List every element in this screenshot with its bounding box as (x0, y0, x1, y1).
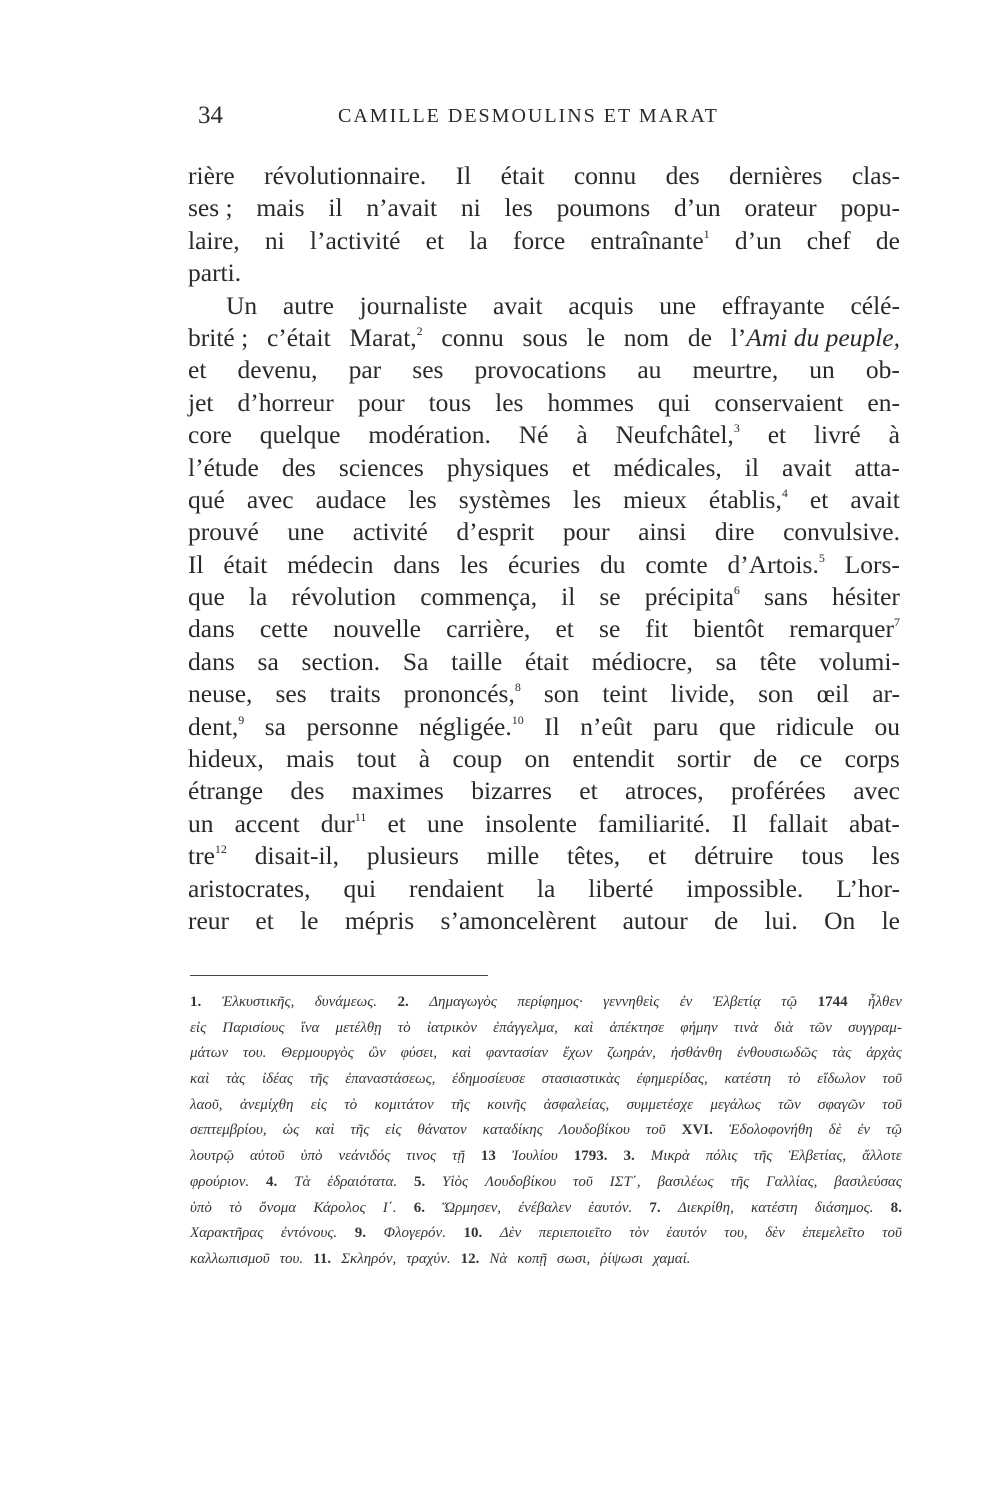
text-line: hideux, mais tout à coup on entendit sortir de ce corps (188, 744, 900, 774)
footnote-ref: 1 (703, 226, 710, 241)
text-line: dans sa section. Sa taille était médiocre, sa tête volumi- (188, 646, 900, 676)
text-line: que la révolution commença, il se précipita$^6$ sans hésiter (188, 582, 900, 612)
footnote-ref: 3 (733, 421, 740, 436)
footnote-ref: 9 (238, 712, 245, 727)
text-line: l’étude des sciences physiques et médicales, il avait atta- (188, 452, 900, 482)
text-line: brité ; c’était Marat,$^2$ connu sous le nom de l’Ami du peuple, (188, 322, 900, 352)
text-line: neuse, ses traits prononcés,$^8$ son teint livide, son œil ar- (188, 679, 900, 709)
footnote-ref: 6 (733, 583, 740, 598)
footnote-line: φρούριον. 4. Τὰ ἑδραιότατα. 5. Υἱὸς Λουδοβίκου τοῦ ΙΣΤ΄, βασιλέως τῆς Γαλλίας, βασιλεύσας (190, 1173, 902, 1190)
footnote-line: λαοῦ, ἀνεμίχθη εἰς τὸ κομιτάτον τῆς κοινῆς ἀσφαλείας, συμμετέσχε μεγάλως τῶν σφαγῶν τοῦ (190, 1096, 902, 1113)
footnote-line: σεπτεμβρίου, ὡς καὶ τῆς εἰς θάνατον καταδίκης Λουδοβίκου τοῦ XVI. Ἐδολοφονήθη δὲ ἐν τῷ (190, 1122, 902, 1139)
footnote-line: Χαρακτῆρας ἐντόνους. 9. Φλογερόν. 10. Δὲν περιεποιεῖτο τὸν ἑαυτόν του, δὲν ἐπεμελεῖτο τοῦ (190, 1225, 902, 1242)
text-line: prouvé une activité d’esprit pour ainsi dire convulsive. (188, 517, 900, 547)
footnote-ref: 5 (818, 550, 825, 565)
text-line: dans cette nouvelle carrière, et se fit bientôt remarquer$^7$ (188, 614, 900, 644)
text-line: laire, ni l’activité et la force entraînante$^1$ d’un chef de (188, 225, 900, 255)
text-line: reur et le mépris s’amoncelèrent autour de lui. On le (188, 905, 900, 935)
text-line: qué avec audace les systèmes les mieux établis,$^4$ et avait (188, 484, 900, 514)
footnote-line: λουτρῷ αὐτοῦ ὑπὸ νεάνιδός τινος τῇ 13 Ἰουλίου 1793. 3. Μικρὰ πόλις τῆς Ἑλβετίας, ἄλλοτε (190, 1148, 902, 1165)
footnote-divider (190, 975, 488, 976)
newspaper-title: Ami du peuple, (746, 322, 900, 352)
footnote-ref: 7 (893, 615, 900, 630)
text-line: Un autre journaliste avait acquis une effrayante célé- (226, 290, 900, 320)
footnote-line: καὶ τὰς ἰδέας τῆς ἐπαναστάσεως, ἐδημοσίευσε στασιαστικὰς ἐφημερίδας, κατέστη τὸ εἴδωλον τοῦ (190, 1071, 902, 1088)
footnote-line: 1. Ἐλκυστικῆς, δυνάμεως. 2. Δημαγωγὸς περίφημος· γεννηθεὶς ἐν Ἑλβετίᾳ τῷ 1744 ἦλθεν (190, 994, 902, 1010)
footnote-ref: 11 (354, 809, 367, 824)
text-line: parti. (188, 258, 242, 288)
text-line: core quelque modération. Né à Neufchâtel,$^3$ et livré à (188, 420, 900, 450)
footnote-ref: 4 (781, 485, 788, 500)
text-line: rière révolutionnaire. Il était connu des dernières clas- (188, 161, 900, 190)
footnote-line: μάτων του. Θερμουργὸς ὢν φύσει, καὶ φαντασίαν ἔχων ζωηράν, ἠσθάνθη ἐνθουσιωδῶς τὰς ἀρχὰς (190, 1045, 902, 1062)
running-header (188, 102, 900, 142)
text-line: dent,$^9$ sa personne négligée.$^{10}$ Il n’eût paru que ridicule ou (188, 711, 900, 741)
footnote-ref: 12 (214, 842, 227, 857)
footnote-line: ὑπὸ τὸ ὄνομα Κάρολος Ι΄. 6. Ὥρμησεν, ἐνέβαλεν ἑαυτόν. 7. Διεκρίθη, κατέστη διάσημος. 8. (190, 1199, 902, 1216)
footnote-ref: 10 (511, 712, 524, 727)
text-line: et devenu, par ses provocations au meurtre, un ob- (188, 355, 900, 385)
text-line: un accent dur$^{11}$ et une insolente familiarité. Il fallait abat- (188, 808, 900, 838)
running-title: CAMILLE DESMOULINS ET MARAT (338, 105, 719, 127)
text-line: tre$^{12}$ disait-il, plusieurs mille têtes, et détruire tous les (188, 841, 900, 871)
text-line: ses ; mais il n’avait ni les poumons d’un orateur popu- (188, 193, 900, 223)
footnote-line: καλλωπισμοῦ του. 11. Σκληρόν, τραχύν. 12. Νὰ κοπῇ σωσι, ῥίψωσι χαμαί. (190, 1250, 691, 1267)
footnotes (190, 990, 902, 1273)
text-line: étrange des maximes bizarres et atroces, proférées avec (188, 776, 900, 806)
text-line: jet d’horreur pour tous les hommes qui conservaient en- (188, 387, 900, 417)
footnote-ref: 2 (416, 323, 423, 338)
page-number: 34 (198, 102, 223, 129)
main-text (188, 160, 900, 937)
footnote-line: εἰς Παρισίους ἵνα μετέλθῃ τὸ ἰατρικὸν ἐπάγγελμα, καὶ ἀπέκτησε φήμην τινὰ διὰ τῶν συγγραμ- (190, 1019, 902, 1036)
footnote-ref: 8 (514, 680, 521, 695)
text-line: aristocrates, qui rendaient la liberté impossible. L’hor- (188, 873, 900, 903)
text-line: Il était médecin dans les écuries du comte d’Artois.$^5$ Lors- (188, 549, 900, 579)
